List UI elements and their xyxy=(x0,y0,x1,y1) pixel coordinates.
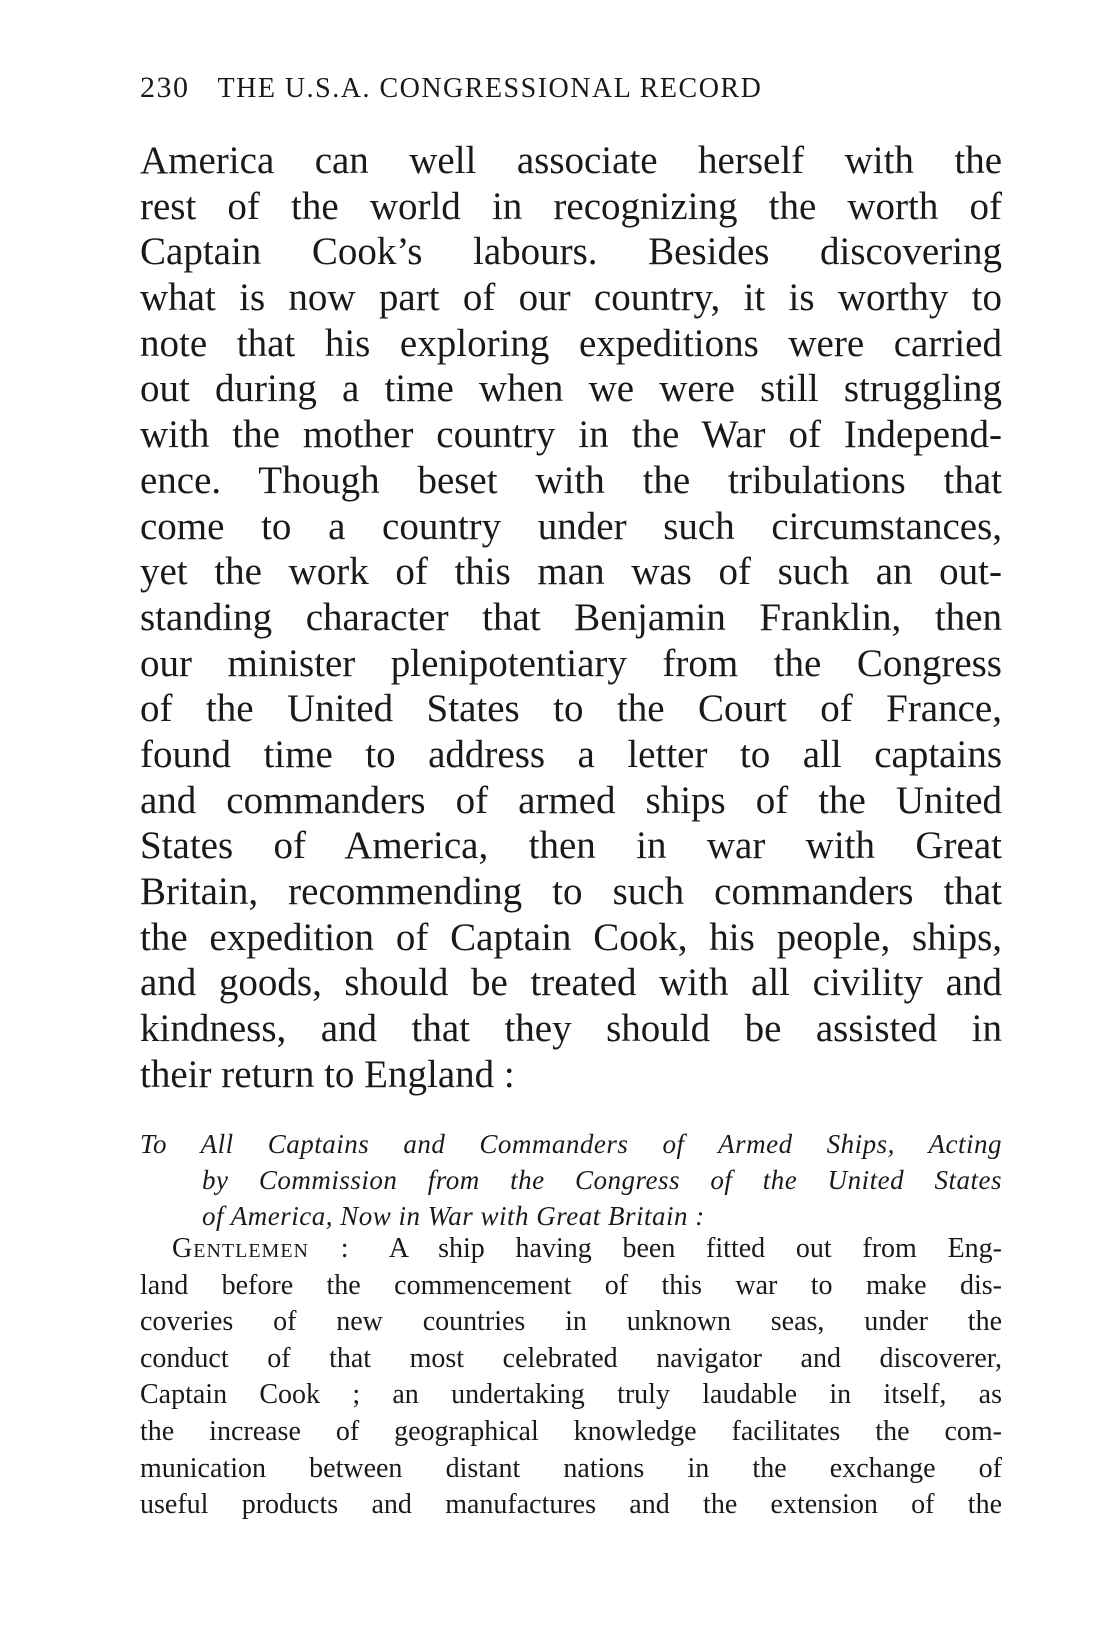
body-line: yet the work of this man was of such an out- xyxy=(140,550,1002,594)
body-line: standing character that Benjamin Franklin, then xyxy=(140,595,1002,639)
body-line: their return to England : xyxy=(140,1052,515,1096)
body-line: our minister plenipotentiary from the Congress xyxy=(140,641,1002,685)
body-line: America can well associate herself with the xyxy=(140,139,1002,182)
body-line: with the mother country in the War of Independ- xyxy=(140,413,1002,457)
address-line: To All Captains and Commanders of Armed Ships, Acting xyxy=(140,1129,1002,1159)
body-line: and commanders of armed ships of the United xyxy=(140,778,1002,822)
letter-first-line xyxy=(140,1231,1002,1268)
address-line: by Commission from the Congress of the United States xyxy=(202,1165,1002,1195)
letter-text xyxy=(140,1231,1002,1524)
letter-address xyxy=(140,1126,1002,1234)
letter-line: land before the commencement of this war to make dis- xyxy=(140,1269,1002,1301)
body-line: States of America, then in war with Great xyxy=(140,824,1002,868)
letter-line: munication between distant nations in the exchange of xyxy=(140,1452,1002,1484)
body-line: the expedition of Captain Cook, his people, ships, xyxy=(140,915,1002,959)
address-line: of America, Now in War with Great Britain : xyxy=(202,1201,705,1231)
salutation: Gentlemen : xyxy=(172,1233,350,1264)
letter-line: coveries of new countries in unknown seas, under the xyxy=(140,1306,1002,1338)
page-number: 230 xyxy=(140,71,190,104)
body-line: Captain Cook’s labours. Besides discovering xyxy=(140,230,1002,274)
letter-line: the increase of geographical knowledge facilitates the com- xyxy=(140,1415,1002,1447)
body-line: note that his exploring expeditions were carried xyxy=(140,321,1002,365)
body-line: out during a time when we were still struggling xyxy=(140,367,1002,411)
running-head-title: THE U.S.A. CONGRESSIONAL RECORD xyxy=(217,73,763,104)
body-line: rest of the world in recognizing the worth of xyxy=(140,184,1002,228)
body-line: found time to address a letter to all captains xyxy=(140,732,1002,776)
body-line: kindness, and that they should be assisted in xyxy=(140,1007,1002,1051)
letter-line: useful products and manufactures and the extension of the xyxy=(140,1489,1002,1521)
body-line: and goods, should be treated with all civility and xyxy=(140,961,1002,1005)
running-head xyxy=(140,70,1000,107)
body-line: come to a country under such circumstances, xyxy=(140,504,1002,548)
body-line: ence. Though beset with the tribulations that xyxy=(140,458,1002,502)
body-line: Britain, recommending to such commanders that xyxy=(140,870,1002,913)
body-line: of the United States to the Court of France, xyxy=(140,687,1002,731)
letter-line: Captain Cook ; an undertaking truly laudable in itself, as xyxy=(140,1379,1002,1411)
main-paragraph xyxy=(140,138,1002,1097)
body-line: what is now part of our country, it is worthy to xyxy=(140,276,1002,320)
letter-line: conduct of that most celebrated navigator and discoverer, xyxy=(140,1342,1002,1374)
letter-first-line-text: A ship having been fitted out from Eng- xyxy=(388,1233,1002,1264)
